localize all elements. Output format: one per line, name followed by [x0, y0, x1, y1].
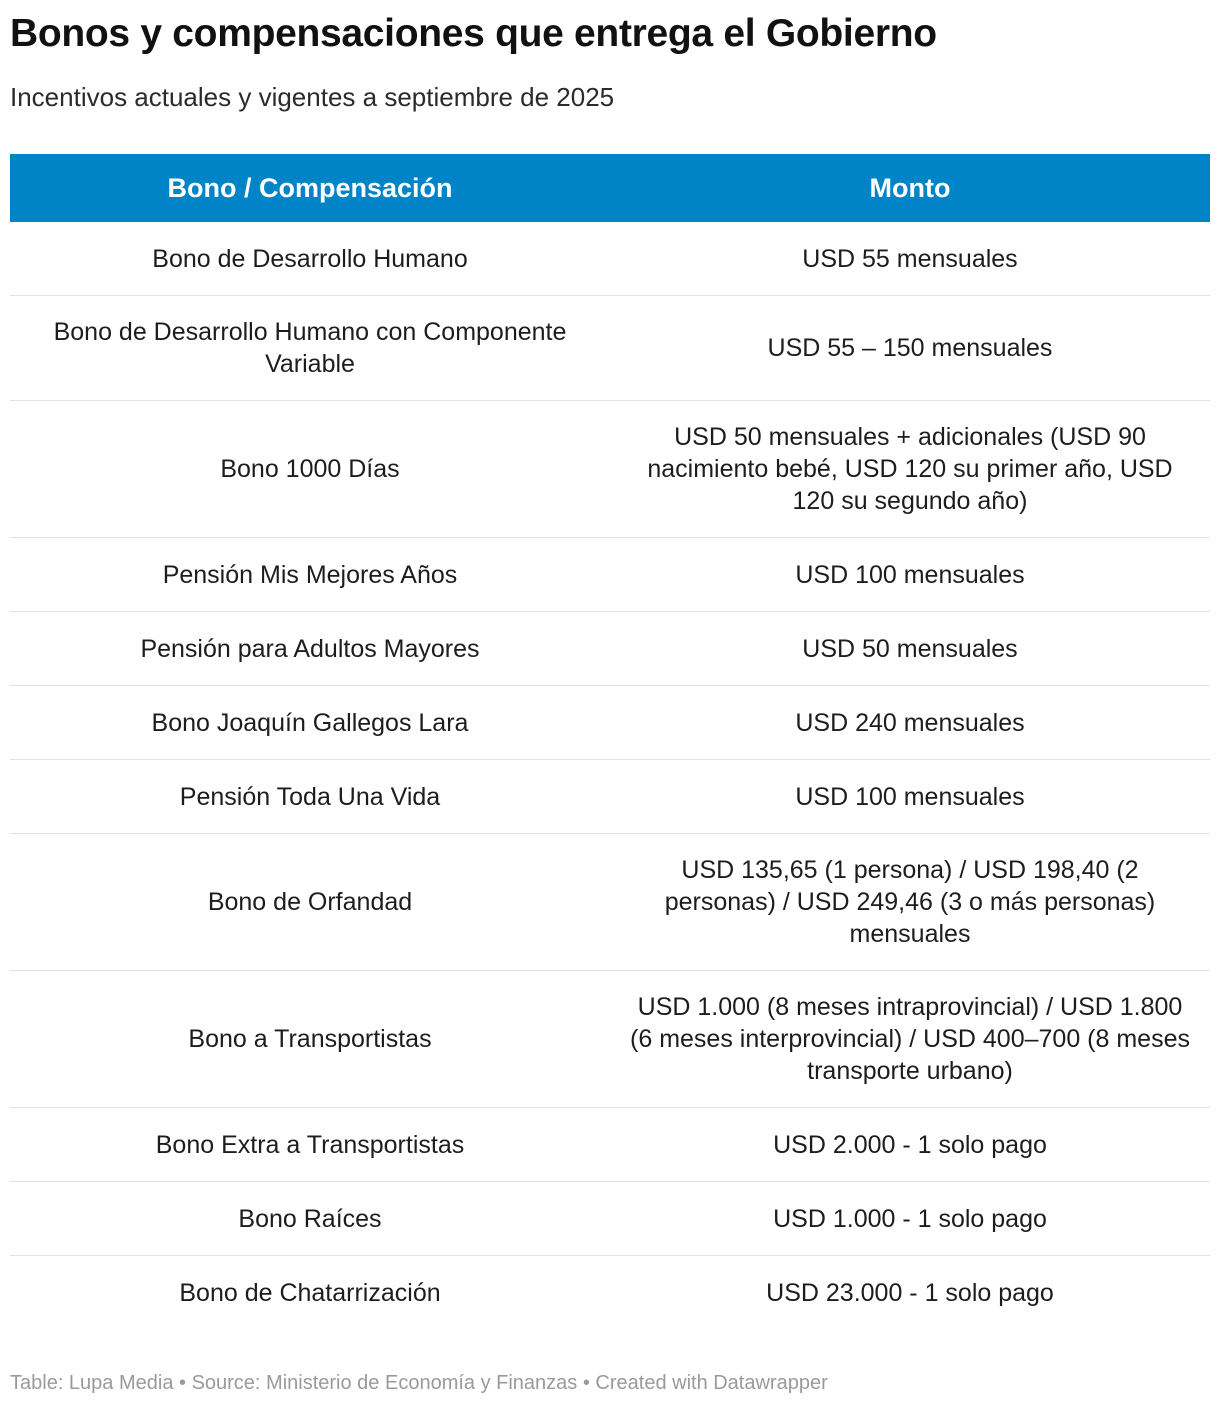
- table-row: [10, 1182, 1210, 1256]
- table-cell-bono: Pensión Toda Una Vida: [10, 760, 610, 834]
- table-row: [10, 1108, 1210, 1182]
- table-cell-bono: Bono de Desarrollo Humano con Componente Variable: [10, 296, 610, 401]
- table-row: [10, 401, 1210, 538]
- chart-title: Bonos y compensaciones que entrega el Gobierno: [10, 12, 937, 55]
- table-cell-monto: USD 100 mensuales: [610, 760, 1210, 834]
- table-cell-monto: USD 50 mensuales: [610, 612, 1210, 686]
- data-table: [10, 154, 1210, 1329]
- table-cell-monto: USD 1.000 (8 meses intraprovincial) / USD 1.800 (6 meses interprovincial) / USD 400–700 (8 meses transporte urbano): [610, 971, 1210, 1108]
- table-cell-bono: Bono a Transportistas: [10, 971, 610, 1108]
- column-header-bono[interactable]: Bono / Compensación: [10, 154, 610, 222]
- table-cell-bono: Bono de Orfandad: [10, 834, 610, 971]
- table-header-row: [10, 154, 1210, 222]
- table-row: [10, 612, 1210, 686]
- table-cell-bono: Bono de Chatarrización: [179, 1278, 441, 1307]
- table-row: [10, 296, 1210, 401]
- table-cell-monto: USD 1.000 - 1 solo pago: [610, 1182, 1210, 1256]
- table-cell-monto: USD 23.000 - 1 solo pago: [766, 1278, 1054, 1307]
- table-cell-monto: USD 100 mensuales: [610, 538, 1210, 612]
- table-row: [10, 834, 1210, 971]
- table-cell-monto: USD 55 – 150 mensuales: [610, 296, 1210, 401]
- table-cell-monto: USD 135,65 (1 persona) / USD 198,40 (2 personas) / USD 249,46 (3 o más personas) mensuales: [610, 834, 1210, 971]
- table-cell-bono: Pensión Mis Mejores Años: [10, 538, 610, 612]
- table-cell-bono: Bono Extra a Transportistas: [10, 1108, 610, 1182]
- table-cell-bono: Bono Raíces: [10, 1182, 610, 1256]
- table-cell-monto: USD 55 mensuales: [610, 222, 1210, 296]
- table-row: [10, 971, 1210, 1108]
- table-cell-bono: Bono Joaquín Gallegos Lara: [10, 686, 610, 760]
- source-footer: Table: Lupa Media • Source: Ministerio de Economía y Finanzas • Created with Datawrapper: [10, 1372, 828, 1394]
- table-cell-bono: Bono 1000 Días: [10, 401, 610, 538]
- chart-subtitle: Incentivos actuales y vigentes a septiembre de 2025: [10, 82, 615, 112]
- table-cell-bono: Pensión para Adultos Mayores: [10, 612, 610, 686]
- column-header-monto[interactable]: Monto: [610, 154, 1210, 222]
- table-row: [10, 222, 1210, 296]
- table-cell-monto: USD 2.000 - 1 solo pago: [610, 1108, 1210, 1182]
- table-cell-monto: USD 50 mensuales + adicionales (USD 90 nacimiento bebé, USD 120 su primer año, USD 120 su segundo año): [610, 401, 1210, 538]
- table-cell-monto: USD 240 mensuales: [610, 686, 1210, 760]
- table-row: [10, 538, 1210, 612]
- table-cell-bono: Bono de Desarrollo Humano: [10, 222, 610, 296]
- table-row: [10, 760, 1210, 834]
- table-row: [10, 1256, 1210, 1330]
- table-row: [10, 686, 1210, 760]
